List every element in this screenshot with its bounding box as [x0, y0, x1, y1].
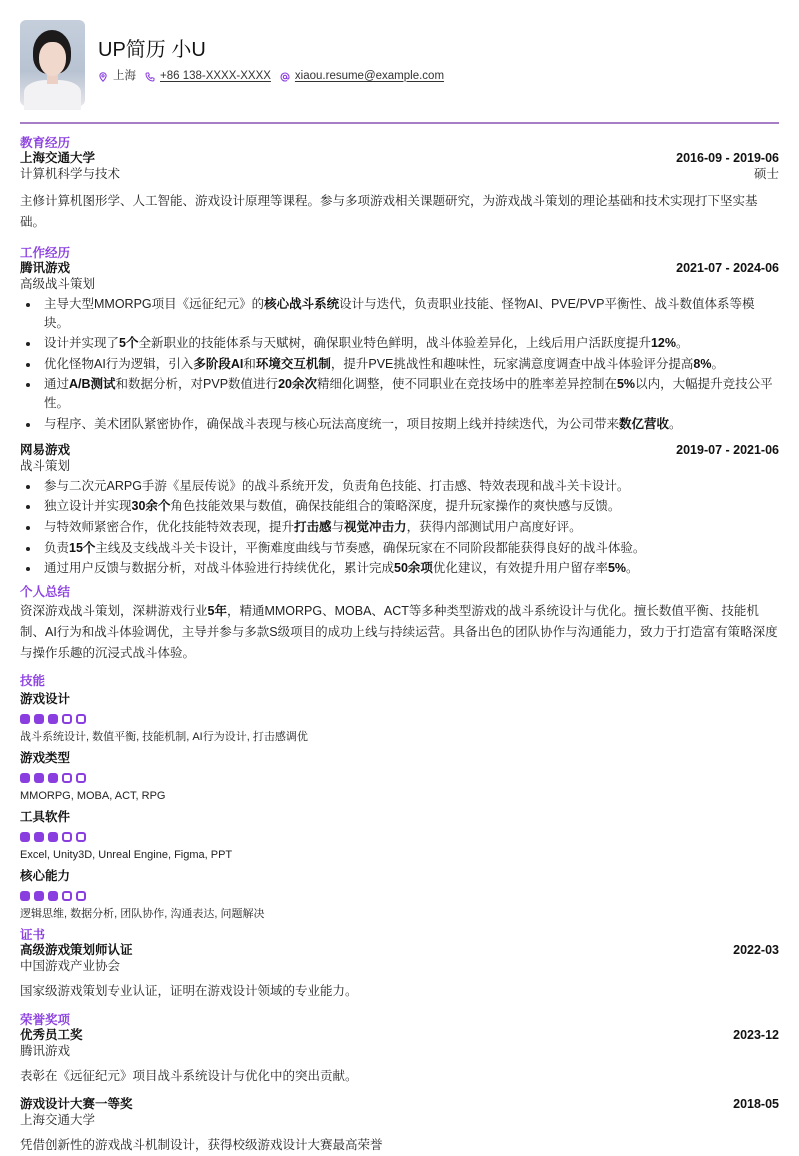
rating-empty-icon — [76, 714, 86, 724]
bullet-item: 负责15个主线及支线战斗关卡设计，平衡难度曲线与节奏感，确保玩家在不同阶段都能获得良好的战斗体验。 — [20, 539, 779, 558]
certificate-name: 高级游戏策划师认证 — [20, 943, 133, 958]
bullet-item: 通过A/B测试和数据分析，对PVP数值进行20余次精细化调整，使不同职业在竞技场中的胜率差异控制在5%以内，大幅提升竞技公平性。 — [20, 375, 779, 413]
degree: 硕士 — [753, 166, 779, 181]
candidate-name: UP简历 小U — [98, 38, 206, 61]
rating-filled-icon — [20, 891, 30, 901]
work-bullets — [20, 477, 779, 578]
skill-description: 逻辑思维, 数据分析, 团队协作, 沟通表达, 问题解决 — [20, 908, 265, 921]
rating-empty-icon — [62, 832, 72, 842]
bullet-item: 通过用户反馈与数据分析，对战斗体验进行持续优化，累计完成50余项优化建议，有效提升用户留存率5%。 — [20, 559, 779, 578]
rating-filled-icon — [34, 714, 44, 724]
rating-empty-icon — [62, 891, 72, 901]
resume-header — [20, 20, 779, 106]
rating-filled-icon — [48, 773, 58, 783]
certificate-date: 2022-03 — [733, 943, 779, 958]
section-title-certificates: 证书 — [20, 928, 46, 943]
rating-empty-icon — [76, 773, 86, 783]
rating-filled-icon — [34, 832, 44, 842]
skill-rating — [20, 773, 779, 783]
work-entry — [20, 261, 779, 434]
award-description: 表彰在《远征纪元》项目战斗系统设计与优化中的突出贡献。 — [20, 1069, 358, 1084]
major: 计算机科学与技术 — [20, 166, 121, 181]
company-name: 腾讯游戏 — [20, 260, 71, 275]
phone-icon — [145, 72, 155, 82]
location-text: 上海 — [113, 69, 136, 82]
section-awards — [20, 1012, 779, 1156]
section-title-work: 工作经历 — [20, 245, 71, 260]
contact-location — [98, 68, 136, 86]
skill-item — [20, 750, 779, 803]
rating-filled-icon — [20, 773, 30, 783]
rating-empty-icon — [62, 773, 72, 783]
rating-filled-icon — [20, 832, 30, 842]
award-name: 优秀员工奖 — [20, 1028, 83, 1043]
section-summary — [20, 584, 779, 664]
contact-phone — [145, 68, 271, 86]
award-date: 2023-12 — [733, 1028, 779, 1043]
header-info — [98, 38, 453, 86]
award-name: 游戏设计大赛一等奖 — [20, 1097, 133, 1112]
bullet-item: 优化怪物AI行为逻辑，引入多阶段AI和环境交互机制，提升PVE挑战性和趣味性，玩家满意度调查中战斗体验评分提高8%。 — [20, 355, 779, 374]
section-work — [20, 245, 779, 579]
award-entry — [20, 1028, 779, 1087]
work-entry — [20, 443, 779, 578]
skill-item — [20, 809, 779, 862]
section-skills — [20, 673, 779, 921]
award-issuer: 上海交通大学 — [20, 1113, 96, 1128]
skill-description: 战斗系统设计, 数值平衡, 技能机制, AI行为设计, 打击感调优 — [20, 731, 308, 744]
bullet-item: 独立设计并实现30余个角色技能效果与数值，确保技能组合的策略深度，提升玩家操作的爽快感与反馈。 — [20, 497, 779, 516]
rating-filled-icon — [34, 773, 44, 783]
location-pin-icon — [98, 72, 108, 82]
skill-item — [20, 691, 779, 744]
work-date: 2019-07 - 2021-06 — [676, 442, 779, 457]
rating-filled-icon — [48, 891, 58, 901]
skill-rating — [20, 891, 779, 901]
avatar — [20, 20, 85, 106]
header-divider — [20, 122, 779, 124]
rating-filled-icon — [34, 891, 44, 901]
contact-row — [98, 68, 453, 86]
award-date: 2018-05 — [733, 1097, 779, 1112]
email-link[interactable]: xiaou.resume@example.com — [294, 69, 445, 82]
skill-name: 游戏类型 — [20, 751, 71, 766]
rating-filled-icon — [48, 832, 58, 842]
award-entry — [20, 1097, 779, 1156]
work-date: 2021-07 - 2024-06 — [676, 260, 779, 275]
section-title-education: 教育经历 — [20, 135, 71, 150]
award-description: 凭借创新性的游戏战斗机制设计，获得校级游戏设计大赛最高荣誉 — [20, 1138, 383, 1153]
rating-empty-icon — [76, 832, 86, 842]
education-description: 主修计算机图形学、人工智能、游戏设计原理等课程。参与多项游戏相关课题研究，为游戏战斗策划的理论基础和技术实现打下坚实基础。 — [20, 193, 758, 229]
rating-filled-icon — [48, 714, 58, 724]
section-title-awards: 荣誉奖项 — [20, 1013, 71, 1028]
bullet-item: 与程序、美术团队紧密协作，确保战斗表现与核心玩法高度统一，项目按期上线并持续迭代，为公司带来数亿营收。 — [20, 415, 779, 434]
company-name: 网易游戏 — [20, 442, 71, 457]
certificate-entry — [20, 943, 779, 1002]
skill-item — [20, 868, 779, 921]
bullet-item: 与特效师紧密合作，优化技能特效表现，提升打击感与视觉冲击力，获得内部测试用户高度好评。 — [20, 518, 779, 537]
education-entry — [20, 151, 779, 233]
skill-rating — [20, 714, 779, 724]
rating-empty-icon — [62, 714, 72, 724]
skill-name: 核心能力 — [20, 869, 71, 884]
bullet-item: 设计并实现了5个全新职业的技能体系与天赋树，确保职业特色鲜明，战斗体验差异化，上线后用户活跃度提升12%。 — [20, 334, 779, 353]
skill-name: 工具软件 — [20, 810, 71, 825]
section-certificates — [20, 927, 779, 1002]
rating-empty-icon — [76, 891, 86, 901]
skill-name: 游戏设计 — [20, 692, 71, 707]
skill-description: Excel, Unity3D, Unreal Engine, Figma, PPT — [20, 849, 233, 862]
school-name: 上海交通大学 — [20, 150, 96, 165]
award-issuer: 腾讯游戏 — [20, 1044, 71, 1059]
job-role: 高级战斗策划 — [20, 276, 96, 291]
job-role: 战斗策划 — [20, 458, 71, 473]
skills-list — [20, 691, 779, 921]
at-icon — [280, 72, 290, 82]
section-title-summary: 个人总结 — [20, 585, 71, 600]
contact-email — [280, 68, 444, 86]
certificate-issuer: 中国游戏产业协会 — [20, 959, 121, 974]
work-bullets — [20, 295, 779, 434]
skill-rating — [20, 832, 779, 842]
section-education — [20, 135, 779, 233]
bullet-item: 主导大型MMORPG项目《远征纪元》的核心战斗系统设计与迭代，负责职业技能、怪物AI、PVE/PVP平衡性、战斗数值体系等模块。 — [20, 295, 779, 333]
bullet-item: 参与二次元ARPG手游《星辰传说》的战斗系统开发，负责角色技能、打击感、特效表现和战斗关卡设计。 — [20, 477, 779, 496]
rating-filled-icon — [20, 714, 30, 724]
certificate-description: 国家级游戏策划专业认证，证明在游戏设计领域的专业能力。 — [20, 984, 358, 999]
section-title-skills: 技能 — [20, 674, 46, 689]
skill-description: MMORPG, MOBA, ACT, RPG — [20, 790, 166, 803]
phone-link[interactable]: +86 138-XXXX-XXXX — [160, 69, 271, 82]
education-date: 2016-09 - 2019-06 — [676, 150, 779, 165]
summary-text: 资深游戏战斗策划，深耕游戏行业5年，精通MMORPG、MOBA、ACT等多种类型游戏的战斗系统设计与优化。擅长数值平衡、技能机制、AI行为和战斗体验调优，主导并参与多款S级项目的成功上线与持续运营。具备出色的团队协作与沟通能力，致力于打造富有策略深度与操作乐趣的沉浸式战斗体验。 — [20, 604, 778, 661]
